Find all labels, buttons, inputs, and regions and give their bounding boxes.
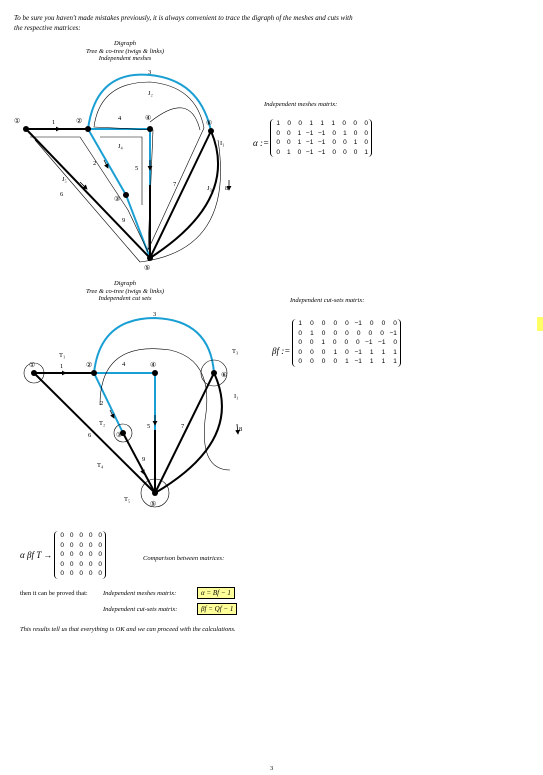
svg-text:4: 4 (122, 361, 126, 368)
cotree-branches-2 (34, 373, 222, 493)
cutsets-matrix (292, 319, 401, 367)
matrix-row: 0 0 1 −1 −1 0 0 1 0 (276, 139, 368, 146)
node-5 (147, 255, 153, 261)
matrix-row: 0 0 1 0 0 0 −1 −1 0 (298, 339, 397, 346)
branch-7 (150, 131, 211, 258)
svg-text:7: 7 (181, 423, 185, 430)
comparison-title: Comparison between matrices: (143, 555, 225, 562)
loop-J5 (150, 108, 200, 130)
matrix-row: 0 0 0 0 0 (60, 560, 102, 568)
node-label-2: ② (76, 117, 83, 125)
cutsets-matrix-title: Independent cut-sets matrix: (290, 297, 365, 304)
node-label-6: ⑥ (206, 119, 213, 127)
diagram1-caption-line1: Digraph (113, 40, 137, 47)
matrix-row: 0 0 0 1 0 −1 1 1 1 (298, 348, 397, 356)
proof-cuts-value: βf = Qf − 1 (197, 603, 237, 615)
branch-labels-2 (59, 311, 242, 503)
svg-text:1: 1 (60, 363, 64, 370)
node-labels (14, 114, 212, 272)
diagram2-caption-line3: Independent cut sets (98, 295, 152, 302)
svg-text:①: ① (29, 361, 36, 369)
svg-text:5: 5 (135, 165, 139, 172)
svg-text:6: 6 (60, 191, 64, 198)
branch-6 (26, 129, 150, 258)
svg-text:3: 3 (148, 69, 152, 76)
matrix-row: 0 0 0 0 0 (60, 541, 102, 549)
svg-text:J₂: J₂ (148, 90, 153, 97)
diagram2-caption-line2: Tree & co-tree (twigs & links) (85, 287, 165, 295)
svg-text:2: 2 (100, 400, 104, 407)
cut-label-T3: T₃ (232, 348, 239, 355)
product-symbol: α βf T → (20, 550, 53, 560)
svg-text:②: ② (86, 361, 93, 369)
svg-text:9: 9 (142, 456, 146, 463)
meshes-matrix-symbol: α := (253, 138, 270, 148)
svg-text:J₅: J₅ (62, 176, 67, 183)
meshes-matrix (270, 119, 372, 157)
proof-cuts-label: Independent cut-sets matrix: (103, 606, 178, 613)
matrix-row: 0 0 0 0 0 (60, 570, 102, 577)
svg-text:I₁: I₁ (220, 140, 225, 147)
branch-3 (88, 75, 211, 131)
margin-marker (537, 317, 543, 331)
svg-text:8: 8 (239, 426, 243, 433)
conclusion: This results tell us that everything is OK and we can proceed with the calculations. (20, 626, 236, 633)
matrix-row: 0 0 1 −1 −1 0 1 0 0 (276, 129, 368, 137)
cut-label-T1: T₁ (59, 352, 66, 359)
branch-labels (52, 69, 228, 224)
cut-label-T2: T₂ (99, 420, 106, 427)
svg-text:J₄: J₄ (118, 143, 123, 150)
matrix-row: 0 0 0 0 1 −1 1 1 1 (298, 358, 397, 365)
node-label-3: ③ (114, 195, 121, 203)
matrix-row: 0 1 0 0 0 0 0 0 −1 (298, 329, 397, 337)
page-number: 3 (270, 765, 274, 772)
cut-label-T4: T₄ (97, 462, 104, 469)
diagram1-caption-line3: Independent meshes (98, 55, 152, 62)
proof-lead: then it can be proved that: (20, 590, 88, 597)
intro-paragraph: To be sure you haven't made mistakes previously, it is always convenient to trace the digraph of the meshes and cuts with the respective matrices: (14, 14, 353, 32)
proof-meshes-value: α = Bf − 1 (197, 587, 235, 599)
proof-meshes-label: Independent meshes matrix: (103, 590, 177, 597)
node-label-5: ⑤ (144, 264, 151, 272)
meshes-matrix-title: Independent meshes matrix: (264, 101, 338, 108)
matrix-row: 0 0 0 0 0 (60, 551, 102, 558)
svg-text:6: 6 (88, 432, 92, 439)
svg-text:③: ③ (116, 431, 123, 439)
svg-text:⑤: ⑤ (150, 500, 157, 508)
meshes-digraph (0, 60, 250, 275)
svg-text:3: 3 (153, 311, 157, 318)
svg-text:4: 4 (118, 115, 122, 122)
svg-text:5: 5 (147, 423, 151, 430)
diagram2-caption (60, 280, 190, 303)
svg-text:I₁: I₁ (234, 393, 239, 400)
digraph-nodes-2 (31, 370, 217, 496)
svg-text:9: 9 (122, 217, 126, 224)
cut-T4 (100, 349, 230, 470)
matrix-row: 1 0 0 1 1 1 0 0 0 (276, 120, 368, 127)
node-2 (85, 126, 91, 132)
matrix-row: 0 1 0 −1 −1 0 0 0 1 (276, 148, 368, 156)
matrix-row: 0 0 0 0 0 (60, 532, 102, 539)
product-matrix (54, 531, 106, 579)
cutsets-digraph (0, 305, 250, 510)
node-1 (23, 126, 29, 132)
node-label-4: ④ (145, 114, 152, 122)
node-label-1: ① (14, 117, 21, 125)
diagram2-caption-line1: Digraph (113, 280, 137, 287)
svg-text:J₃: J₃ (207, 185, 212, 192)
svg-text:8: 8 (225, 185, 229, 192)
node-6 (208, 128, 214, 134)
diagram1-caption-line2: Tree & co-tree (twigs & links) (85, 47, 165, 55)
node-4 (147, 126, 153, 132)
node-3 (123, 192, 129, 198)
node-labels-2 (29, 361, 227, 508)
svg-text:⑥: ⑥ (221, 371, 228, 379)
cut-label-T5: T₅ (124, 496, 131, 503)
matrix-row: 1 0 0 0 0 −1 0 0 0 (298, 320, 397, 327)
svg-text:2: 2 (93, 160, 97, 167)
svg-text:7: 7 (173, 181, 177, 188)
cutsets-matrix-symbol: βf := (272, 346, 291, 356)
svg-text:④: ④ (150, 361, 157, 369)
svg-text:1: 1 (52, 119, 56, 126)
